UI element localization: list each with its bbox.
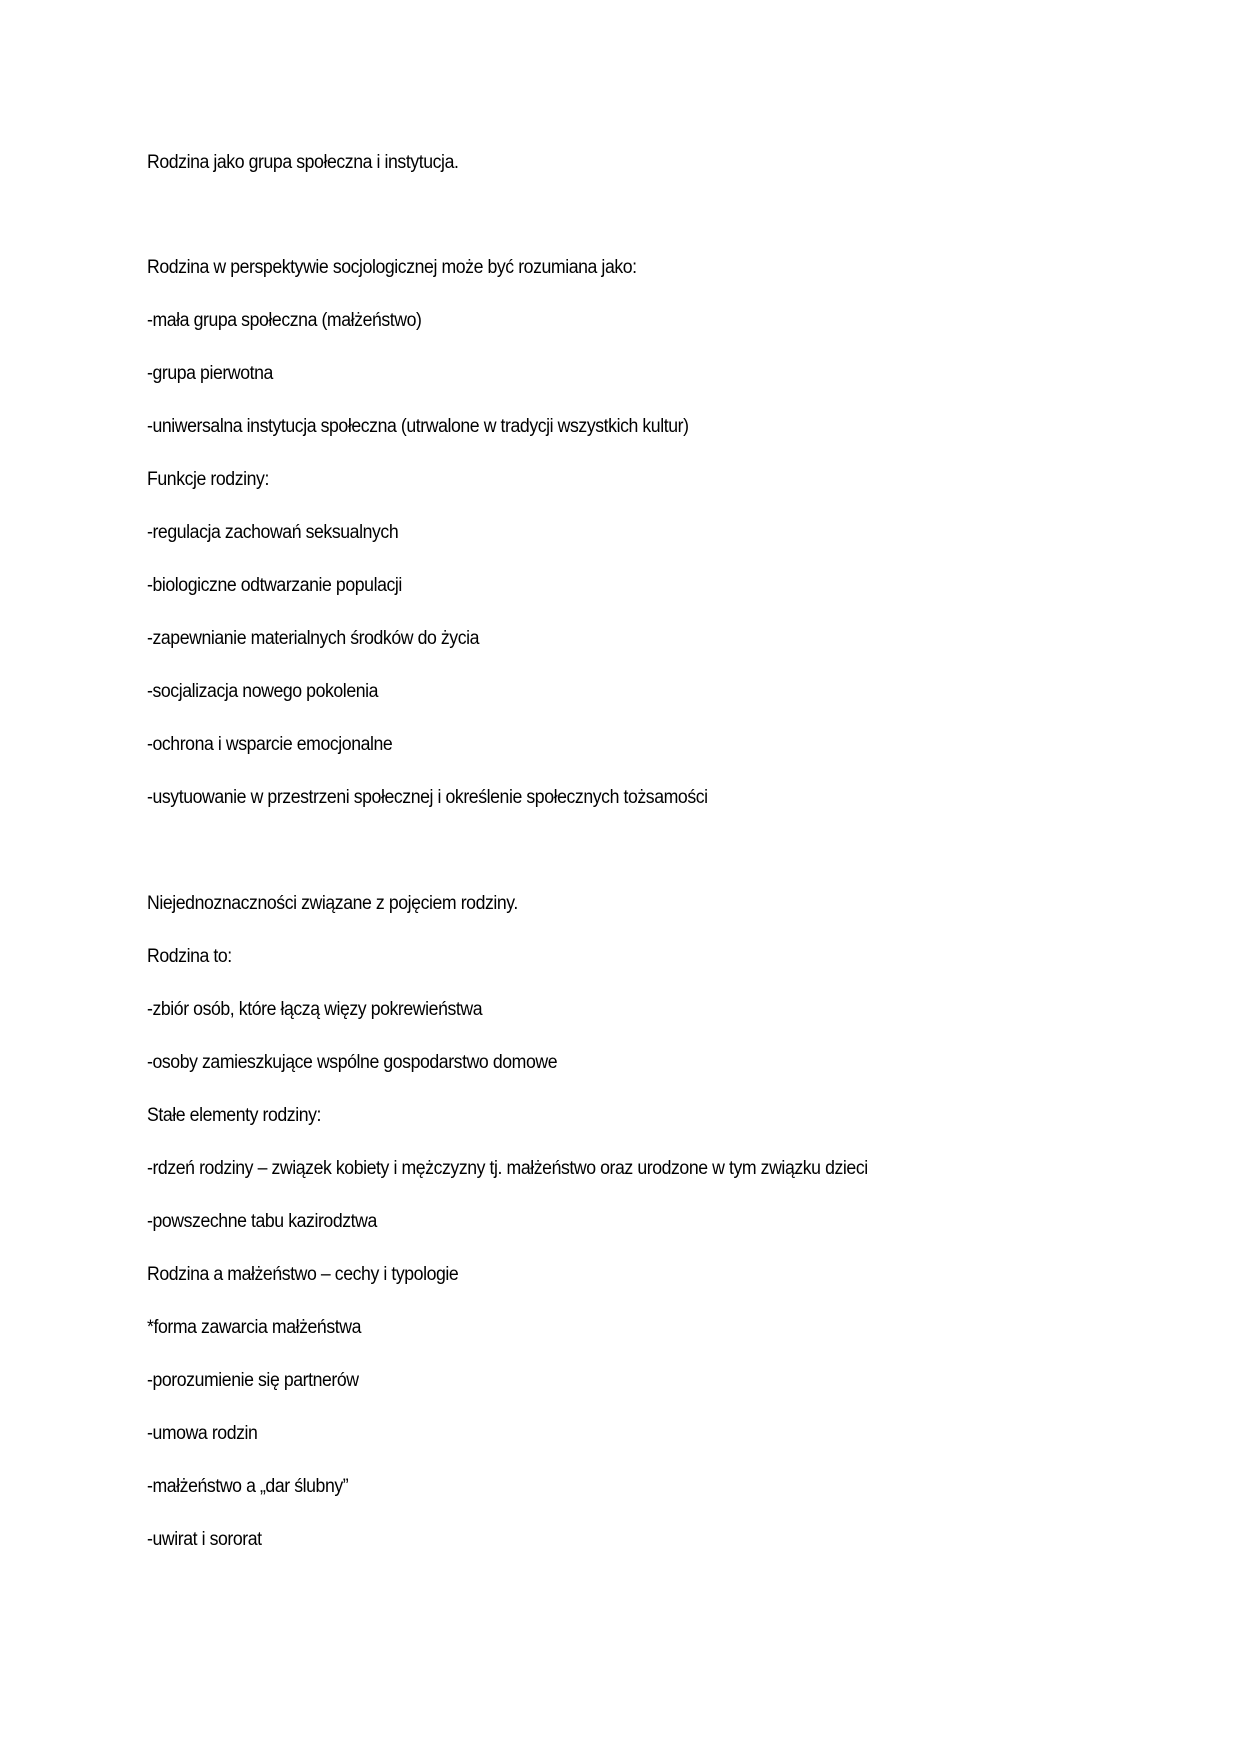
section-heading-functions: Funkcje rodziny:: [147, 469, 269, 490]
list-item: -umowa rodzin: [147, 1423, 258, 1444]
section-heading-family-is: Rodzina to:: [147, 946, 232, 967]
list-item: -powszechne tabu kazirodztwa: [147, 1211, 377, 1232]
list-item: -osoby zamieszkujące wspólne gospodarstwo domowe: [147, 1052, 558, 1073]
list-item: -usytuowanie w przestrzeni społecznej i określenie społecznych tożsamości: [147, 787, 708, 808]
section-heading-family-marriage: Rodzina a małżeństwo – cechy i typologie: [147, 1264, 459, 1285]
section-heading-perspective: Rodzina w perspektywie socjologicznej może być rozumiana jako:: [147, 257, 637, 278]
list-item: -biologiczne odtwarzanie populacji: [147, 575, 402, 596]
list-item: -porozumienie się partnerów: [147, 1370, 359, 1391]
list-item: -ochrona i wsparcie emocjonalne: [147, 734, 393, 755]
list-item: -mała grupa społeczna (małżeństwo): [147, 310, 422, 331]
section-heading-ambiguities: Niejednoznaczności związane z pojęciem rodziny.: [147, 893, 518, 914]
section-heading-fixed-elements: Stałe elementy rodziny:: [147, 1105, 322, 1126]
list-item: -rdzeń rodziny – związek kobiety i mężczyzny tj. małżeństwo oraz urodzone w tym związku dzieci: [147, 1158, 868, 1179]
list-item: -zbiór osób, które łączą więzy pokrewieństwa: [147, 999, 483, 1020]
list-item: -grupa pierwotna: [147, 363, 273, 384]
list-item: -regulacja zachowań seksualnych: [147, 522, 399, 543]
list-item: -zapewnianie materialnych środków do życia: [147, 628, 480, 649]
list-item: -uwirat i sororat: [147, 1529, 262, 1550]
list-item: -małżeństwo a „dar ślubny”: [147, 1476, 349, 1497]
list-item: -socjalizacja nowego pokolenia: [147, 681, 379, 702]
list-item: -uniwersalna instytucja społeczna (utrwalone w tradycji wszystkich kultur): [147, 416, 689, 437]
document-title: Rodzina jako grupa społeczna i instytucja.: [147, 152, 459, 173]
list-item: *forma zawarcia małżeństwa: [147, 1317, 362, 1338]
